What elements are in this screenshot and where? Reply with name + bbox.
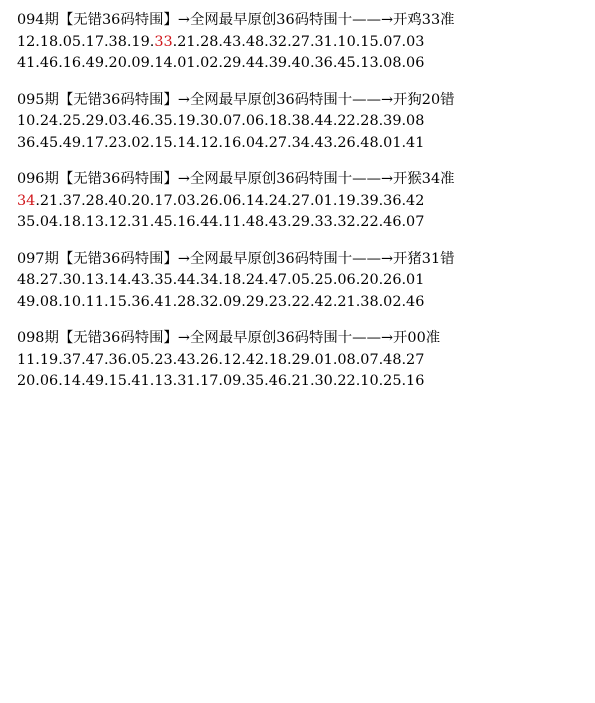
period-block-094 (17, 10, 592, 75)
numbers-row-2: 41.46.16.49.20.09.14.01.02.29.44.39.40.36.45.13.08.06 (17, 55, 425, 71)
numbers-row-2: 20.06.14.49.15.41.13.31.17.09.35.46.21.30.22.10.25.16 (17, 373, 425, 389)
hit-number: 33 (154, 33, 173, 50)
period-block-095 (17, 90, 592, 155)
numbers-row-2: 36.45.49.17.23.02.15.14.12.16.04.27.34.43.26.48.01.41 (17, 134, 425, 151)
numbers-row-1: 11.19.37.47.36.05.23.43.26.12.42.18.29.01.08.07.48.27 (17, 351, 425, 368)
period-block-097 (17, 249, 592, 314)
period-title: 095期【无错36码特围】→全网最早原创36码特围十——→开狗20错 (17, 91, 455, 108)
numbers-row-1 (17, 32, 592, 54)
period-title: 096期【无错36码特围】→全网最早原创36码特围十——→开猴34准 (17, 171, 455, 187)
numbers-segment: 12.18.05.17.38.19. (17, 33, 155, 50)
numbers-segment: .21.28.43.48.32.27.31.10.15.07.03 (172, 33, 425, 50)
numbers-row-2: 35.04.18.13.12.31.45.16.44.11.48.43.29.33.32.22.46.07 (17, 214, 425, 230)
period-block-096 (17, 169, 592, 234)
period-title: 098期【无错36码特围】→全网最早原创36码特围十——→开00准 (17, 330, 441, 346)
numbers-segment: .21.37.28.40.20.17.03.26.06.14.24.27.01.19.39.36.42 (35, 192, 425, 209)
numbers-row-1: 10.24.25.29.03.46.35.19.30.07.06.18.38.44.22.28.39.08 (17, 113, 425, 129)
numbers-row-2: 49.08.10.11.15.36.41.28.32.09.29.23.22.42.21.38.02.46 (17, 293, 425, 310)
numbers-row-1: 48.27.30.13.14.43.35.44.34.18.24.47.05.25.06.20.26.01 (17, 272, 425, 288)
period-block-098 (17, 328, 592, 393)
period-title: 094期【无错36码特围】→全网最早原创36码特围十——→开鸡33准 (17, 12, 455, 28)
prediction-list (17, 10, 592, 408)
hit-number: 34 (17, 192, 36, 209)
period-title: 097期【无错36码特围】→全网最早原创36码特围十——→开猪31错 (17, 250, 455, 267)
numbers-row-1 (17, 191, 592, 213)
